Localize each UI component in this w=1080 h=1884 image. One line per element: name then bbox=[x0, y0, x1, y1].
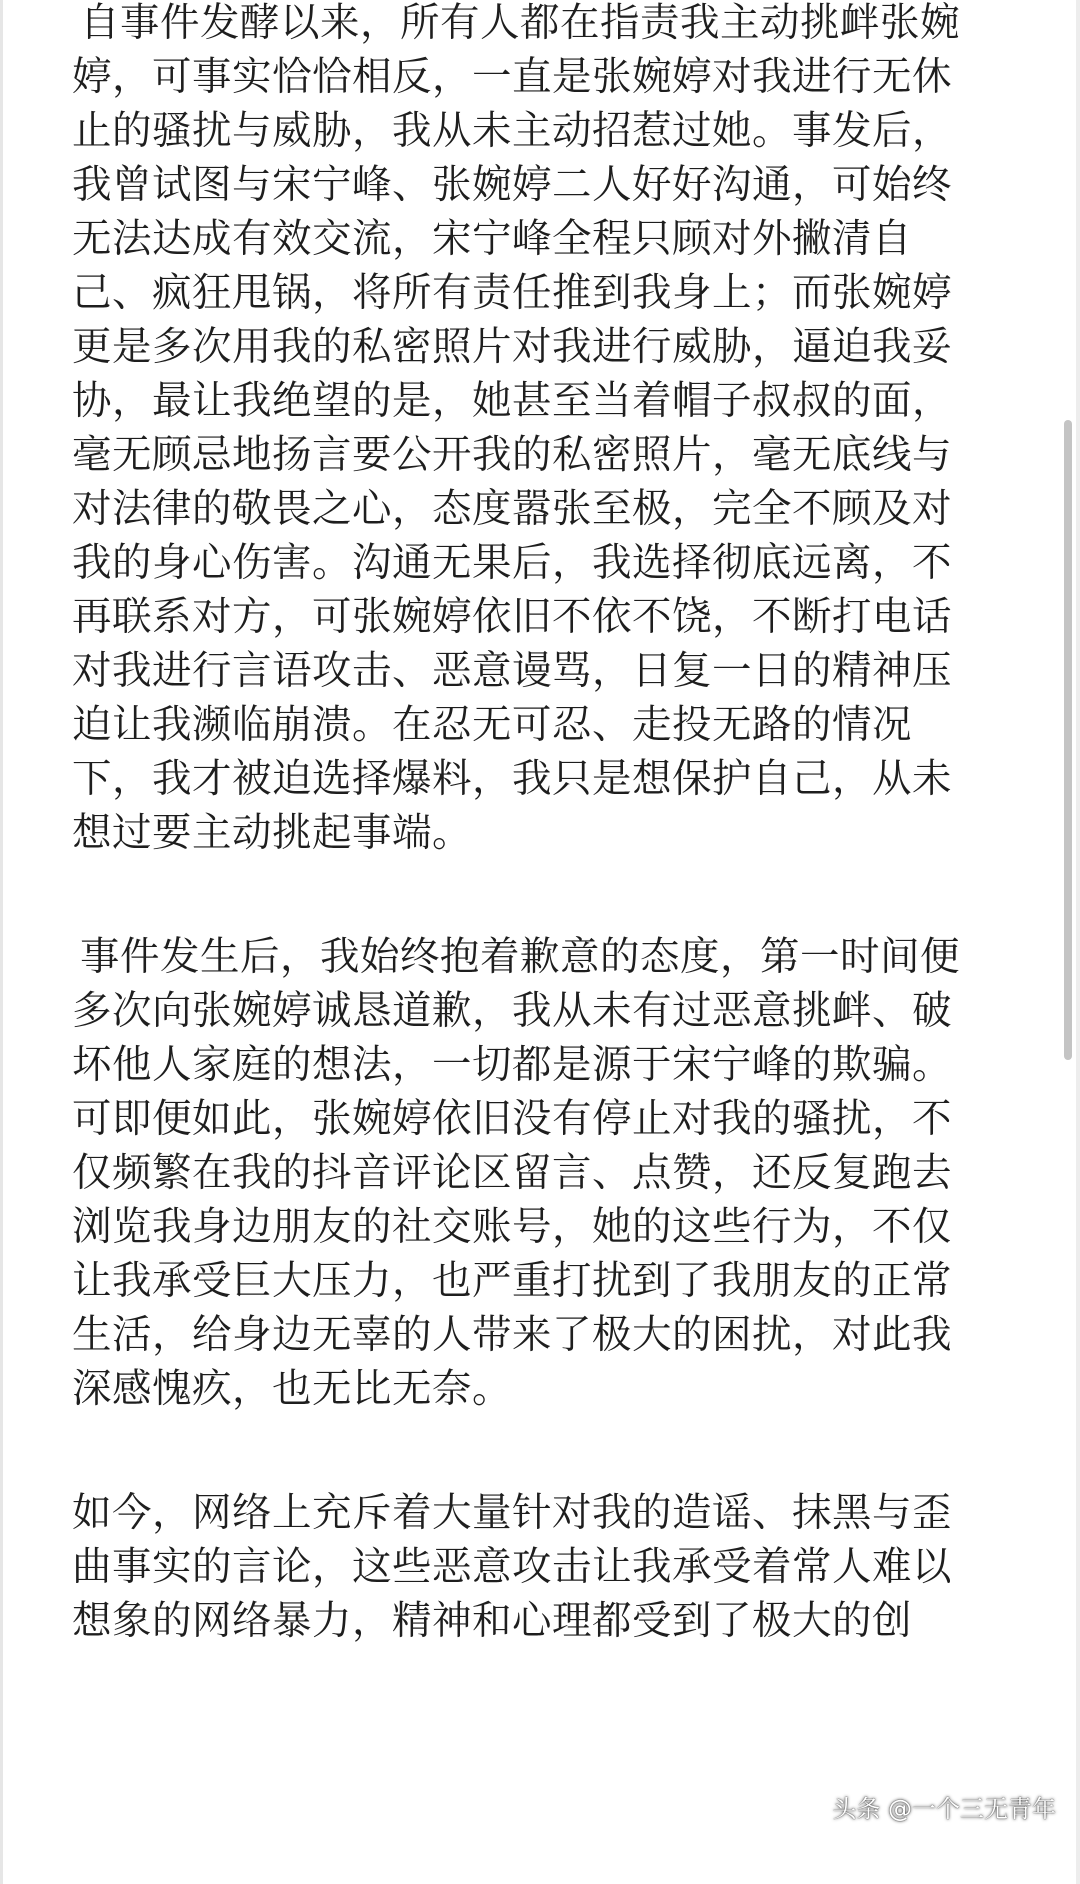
paragraph-1-line-4: 我曾试图与宋宁峰、张婉婷二人好好沟通，可始终 bbox=[72, 162, 952, 208]
paragraph-1-line-11: 我的身心伤害。沟通无果后，我选择彻底远离，不 bbox=[72, 540, 952, 586]
paragraph-3-line-2: 曲事实的言论，这些恶意攻击让我承受着常人难以 bbox=[72, 1544, 952, 1590]
watermark: 头条 @一个三无青年 bbox=[832, 1795, 1056, 1823]
paragraph-2-line-1: 事件发生后，我始终抱着歉意的态度，第一时间便 bbox=[80, 934, 960, 980]
paragraph-1-line-1: 自事件发酵以来，所有人都在指责我主动挑衅张婉 bbox=[80, 0, 960, 46]
paragraph-2-line-9: 深感愧疚，也无比无奈。 bbox=[72, 1366, 512, 1412]
paragraph-1-line-3: 止的骚扰与威胁，我从未主动招惹过她。事发后， bbox=[72, 108, 952, 154]
paragraph-2-line-4: 可即便如此，张婉婷依旧没有停止对我的骚扰，不 bbox=[72, 1096, 952, 1142]
paragraph-1-line-9: 毫无顾忌地扬言要公开我的私密照片，毫无底线与 bbox=[72, 432, 952, 478]
paragraph-1-line-12: 再联系对方，可张婉婷依旧不依不饶，不断打电话 bbox=[72, 594, 952, 640]
paragraph-1-line-14: 迫让我濒临崩溃。在忍无可忍、走投无路的情况 bbox=[72, 702, 912, 748]
paragraph-2-line-2: 多次向张婉婷诚恳道歉，我从未有过恶意挑衅、破 bbox=[72, 988, 952, 1034]
paragraph-1-line-10: 对法律的敬畏之心，态度嚣张至极，完全不顾及对 bbox=[72, 486, 952, 532]
paragraph-2-line-7: 让我承受巨大压力，也严重打扰到了我朋友的正常 bbox=[72, 1258, 952, 1304]
paragraph-1-line-8: 协，最让我绝望的是，她甚至当着帽子叔叔的面， bbox=[72, 378, 952, 424]
vertical-scrollbar[interactable] bbox=[1064, 420, 1072, 1060]
left-edge-shadow bbox=[0, 0, 3, 1884]
paragraph-2-line-6: 浏览我身边朋友的社交账号，她的这些行为，不仅 bbox=[72, 1204, 952, 1250]
paragraph-3-line-3: 想象的网络暴力，精神和心理都受到了极大的创 bbox=[72, 1598, 912, 1644]
paragraph-1-line-13: 对我进行言语攻击、恶意谩骂，日复一日的精神压 bbox=[72, 648, 952, 694]
paragraph-1-line-15: 下，我才被迫选择爆料，我只是想保护自己，从未 bbox=[72, 756, 952, 802]
paragraph-2-line-5: 仅频繁在我的抖音评论区留言、点赞，还反复跑去 bbox=[72, 1150, 952, 1196]
paragraph-1-line-7: 更是多次用我的私密照片对我进行威胁，逼迫我妥 bbox=[72, 324, 952, 370]
paragraph-1-line-16: 想过要主动挑起事端。 bbox=[72, 810, 472, 856]
paragraph-2-line-3: 坏他人家庭的想法，一切都是源于宋宁峰的欺骗。 bbox=[72, 1042, 952, 1088]
right-edge-shadow bbox=[1076, 0, 1080, 1884]
paragraph-1-line-6: 己、疯狂甩锅，将所有责任推到我身上；而张婉婷 bbox=[72, 270, 952, 316]
paragraph-1-line-2: 婷，可事实恰恰相反，一直是张婉婷对我进行无休 bbox=[72, 54, 952, 100]
paragraph-2-line-8: 生活，给身边无辜的人带来了极大的困扰，对此我 bbox=[72, 1312, 952, 1358]
scrollbar-thumb[interactable] bbox=[1064, 420, 1072, 1060]
paragraph-3-line-1: 如今，网络上充斥着大量针对我的造谣、抹黑与歪 bbox=[72, 1490, 952, 1536]
paragraph-1-line-5: 无法达成有效交流，宋宁峰全程只顾对外撇清自 bbox=[72, 216, 912, 262]
